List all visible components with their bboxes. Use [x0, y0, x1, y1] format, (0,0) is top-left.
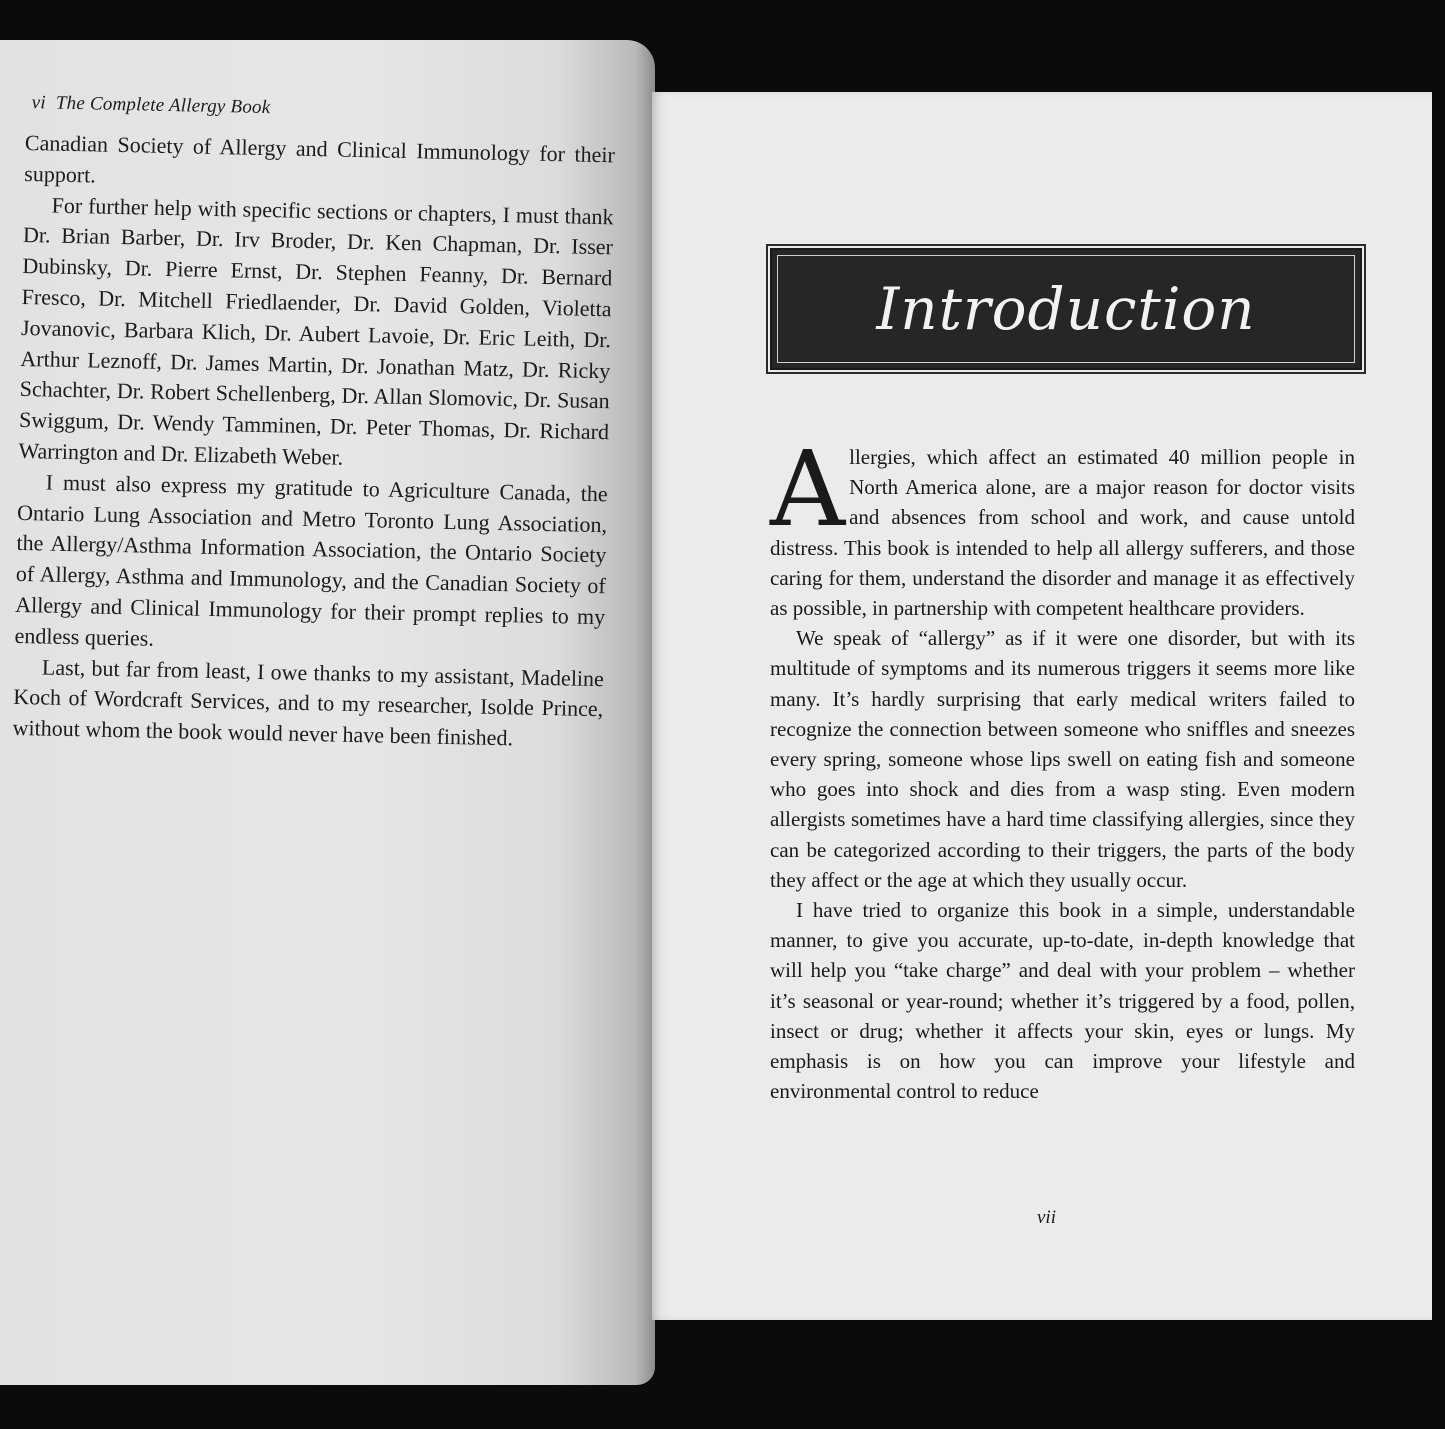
paragraph-text: llergies, which affect an estimated 40 million people in North America alone, are a major reason for doctor visits and absences from school and work, and cause untold distress. This book is intended to help all allergy sufferers, and those caring for them, understand the disorder and manage it as effectively as possible, in partnership with competent healthcare providers.: [770, 445, 1355, 621]
paragraph: Last, but far from least, I owe thanks to my assistant, Madeline Koch of Wordcraft Services, and to my researcher, Isolde Prince, without whom the book would never have been finished.: [12, 654, 605, 751]
paragraph: We speak of “allergy” as if it were one disorder, but with its multitude of symptoms and its numerous triggers it seems more like many. It’s hardly surprising that early medical writers failed to recognize the connection between someone who sniffles and sneezes every spring, someone whose lips swell on eating fish and someone who goes into shock and dies from a wasp sting. Even modern allergists sometimes have a hard time classifying allergies, since they can be categorized according to their triggers, the parts of the body they affect or the age at which they usually occur.: [770, 626, 1355, 892]
drop-cap: A: [770, 428, 846, 550]
paragraph: [770, 428, 1355, 623]
left-page-body: [12, 128, 615, 756]
paragraph: I have tried to organize this book in a simple, understandable manner, to give you accurate, up-to-date, in-depth knowledge that will help you “take charge” and deal with your problem – whether it’s seasonal or year-round; whether it’s triggered by a food, pollen, insect or drug; whether it affects your skin, eyes or lungs. My emphasis is on how you can improve your lifestyle and environmental control to reduce: [770, 898, 1355, 1104]
paragraph: I must also express my gratitude to Agriculture Canada, the Ontario Lung Association and Metro Toronto Lung Association, the Allergy/Asthma Information Association, the Ontario Society of Allergy, Asthma and Immunology, and the Canadian Society of Allergy and Clinical Immunology for their prompt replies to my endless queries.: [14, 469, 608, 651]
chapter-title: Introduction: [876, 275, 1256, 343]
running-head-title: The Complete Allergy Book: [55, 92, 271, 119]
right-page-body: [770, 428, 1355, 1106]
chapter-title-box: [770, 248, 1362, 370]
paragraph: Canadian Society of Allergy and Clinical Immunology for their support.: [24, 129, 616, 188]
left-page-content: [12, 92, 616, 756]
running-head-page-number: vi: [31, 92, 47, 114]
running-head: [32, 92, 616, 126]
left-page: [0, 40, 655, 1385]
paragraph: For further help with specific sections or chapters, I must thank Dr. Brian Barber, Dr. Irv Broder, Dr. Ken Chapman, Dr. Isser Dubinsky, Dr. Pierre Ernst, Dr. Stephen Feanny, Dr. Bernard Fresco, Dr. Mitchell Friedlaender, Dr. David Golden, Violetta Jovanovic, Barbara Klich, Dr. Aubert Lavoie, Dr. Eric Leith, Dr. Arthur Leznoff, Dr. James Martin, Dr. Jonathan Matz, Dr. Ricky Schachter, Dr. Robert Schellenberg, Dr. Allan Slomovic, Dr. Susan Swiggum, Dr. Wendy Tamminen, Dr. Peter Thomas, Dr. Richard Warrington and Dr. Elizabeth Weber.: [18, 192, 614, 470]
right-page: [652, 92, 1432, 1320]
page-number: vii: [1037, 1207, 1056, 1228]
